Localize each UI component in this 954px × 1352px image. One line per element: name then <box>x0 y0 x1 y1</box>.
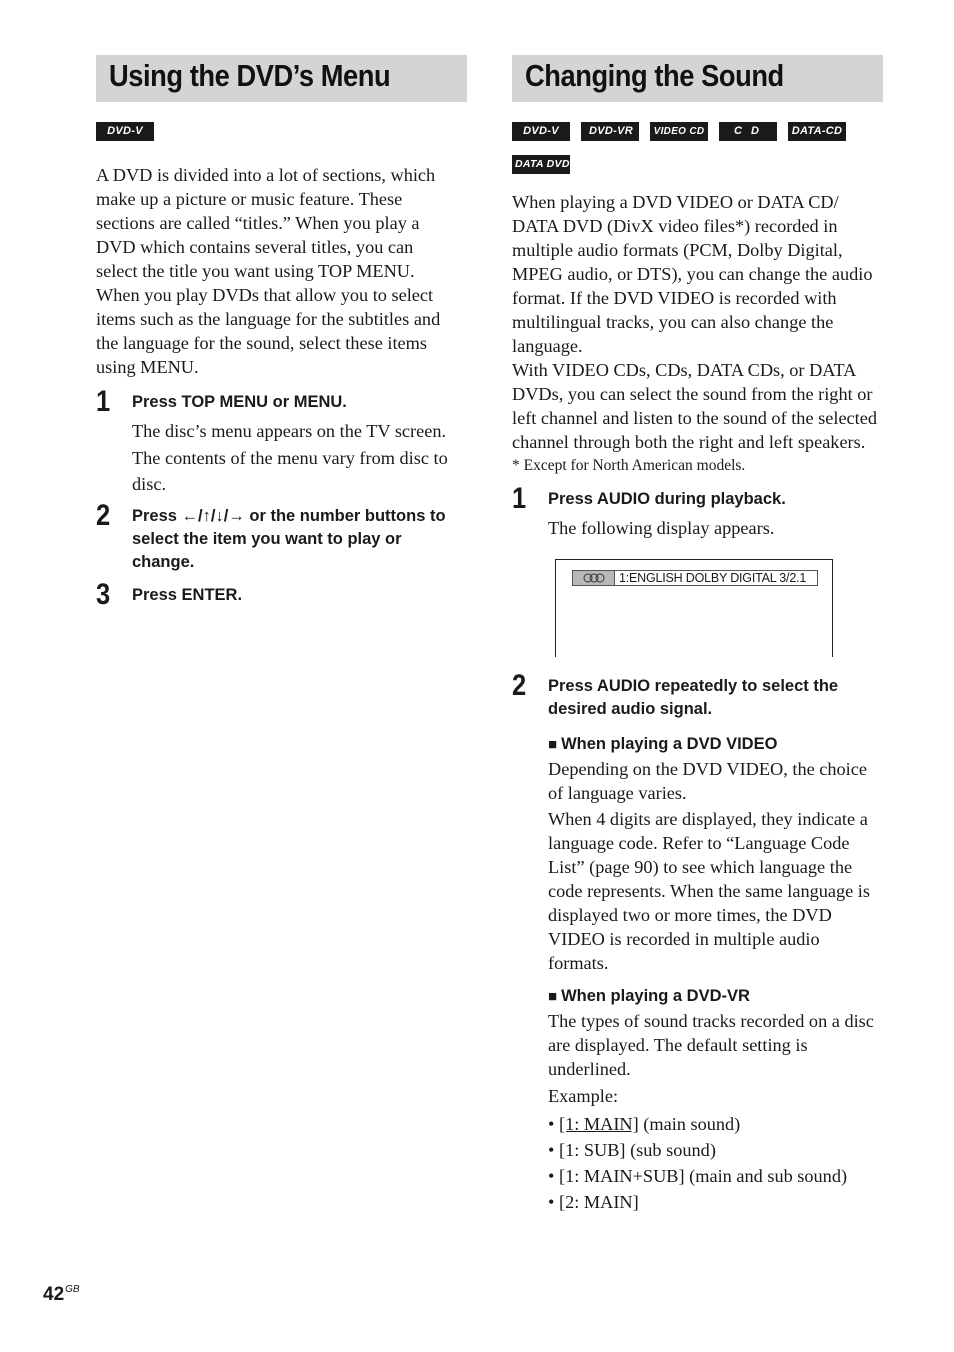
sub-body: The types of sound tracks recorded on a disc are displayed. The default setting is underlined. <box>548 1011 874 1079</box>
intro-line: make up a picture or music feature. These <box>96 189 403 209</box>
step-body: The contents of the menu vary from disc to disc. <box>132 448 448 494</box>
sub-heading-dvd-video: ■ When playing a DVD VIDEO <box>548 735 778 753</box>
sub-heading-dvd-vr: ■ When playing a DVD-VR <box>548 987 750 1005</box>
step-body: The disc’s menu appears on the TV screen. <box>132 421 447 441</box>
step-2 <box>512 669 883 1215</box>
step-2 <box>96 499 467 574</box>
square-bullet-icon: ■ <box>548 988 558 1005</box>
left-column <box>96 55 467 611</box>
right-column <box>512 55 883 1215</box>
list-item: • [2: MAIN] <box>548 1192 639 1212</box>
audio-track-list <box>548 1111 883 1215</box>
intro-paragraph: When playing a DVD VIDEO or DATA CD/ DATA DVD (DivX video files*) recorded in multiple audio formats (PCM, Dolby Digital, MPEG audio, or DTS), you can change the audio format. If the DVD VIDEO is recorded with multilingual tracks, you can also change the language. <box>512 192 873 356</box>
badge-dvd-vr: DVD-VR <box>581 122 639 141</box>
step-heading: Press AUDIO during playback. <box>548 490 786 508</box>
intro-paragraph-2: With VIDEO CDs, CDs, DATA CDs, or DATA DVDs, you can select the sound from the right or left channel and listen to the sound of the selected channel through both the right and left speakers. <box>512 360 878 452</box>
step-heading: Press AUDIO repeatedly to select the desired audio signal. <box>548 677 839 718</box>
section-title-changing-sound: Changing the Sound <box>512 55 883 102</box>
badge-dvd-v: DVD-V <box>96 122 154 141</box>
footnote: * Except for North American models. <box>512 457 746 474</box>
intro-line: DVD which contains several titles, you can <box>96 237 414 257</box>
step-heading: Press ENTER. <box>132 586 243 604</box>
step-number: 3 <box>96 578 111 611</box>
intro-line: select the title you want using TOP MENU. <box>96 261 415 281</box>
step-number: 1 <box>512 482 527 515</box>
sub-body: Depending on the DVD VIDEO, the choice of language varies. <box>548 759 867 803</box>
badge-cd: C D <box>719 122 777 141</box>
step-3 <box>96 578 467 611</box>
square-bullet-icon: ■ <box>548 736 558 753</box>
badge-dvd-v: DVD-V <box>512 122 570 141</box>
on-screen-display <box>555 559 833 657</box>
page-number: $42^{GB}$ <box>43 1284 80 1305</box>
intro-line: using MENU. <box>96 357 199 377</box>
step-1 <box>96 385 467 497</box>
list-item: • [1: SUB] (sub sound) <box>548 1140 716 1160</box>
badge-data-cd: DATA-CD <box>788 122 846 141</box>
step-number: 2 <box>96 499 111 532</box>
step-number: 2 <box>512 669 527 702</box>
disc-badges <box>96 122 456 141</box>
step-number: 1 <box>96 385 111 418</box>
section-title-dvd-menu: Using the DVD’s Menu <box>96 55 467 102</box>
example-label: Example: <box>548 1086 619 1106</box>
default-setting: [1: MAIN] <box>558 1114 639 1134</box>
audio-info-bar <box>572 570 818 586</box>
audio-info-text: 1:ENGLISH DOLBY DIGITAL 3/2.1 <box>619 571 807 585</box>
disc-badges <box>512 122 872 174</box>
badge-video-cd: VIDEO CD <box>650 122 708 141</box>
intro-line: sections are called “titles.” When you play a <box>96 213 420 233</box>
list-item: • [1: MAIN+SUB] (main and sub sound) <box>548 1166 848 1186</box>
step-heading: Press ←/↑/↓/→ or the number buttons to select the item you want to play or change. <box>132 507 446 571</box>
intro-line: items such as the language for the subtitles and <box>96 309 441 329</box>
step-body: The following display appears. <box>548 518 775 538</box>
disc-audio-icon <box>573 571 615 585</box>
step-heading: Press TOP MENU or MENU. <box>132 393 347 411</box>
sub-body: When 4 digits are displayed, they indicate a language code. Refer to “Language Code List” (page 90) to see which language the code represents. When the same language is displayed two or more times, the DVD VIDEO is recorded in multiple audio formats. <box>548 809 871 973</box>
badge-data-dvd: DATA DVD <box>512 155 570 174</box>
step-1 <box>512 482 883 541</box>
list-item: • [1: MAIN] (main sound) <box>548 1114 741 1134</box>
intro-line: A DVD is divided into a lot of sections, which <box>96 165 436 185</box>
intro-line: the language for the sound, select these items <box>96 333 427 353</box>
intro-line: When you play DVDs that allow you to select <box>96 285 434 305</box>
intro-paragraph <box>96 163 467 379</box>
